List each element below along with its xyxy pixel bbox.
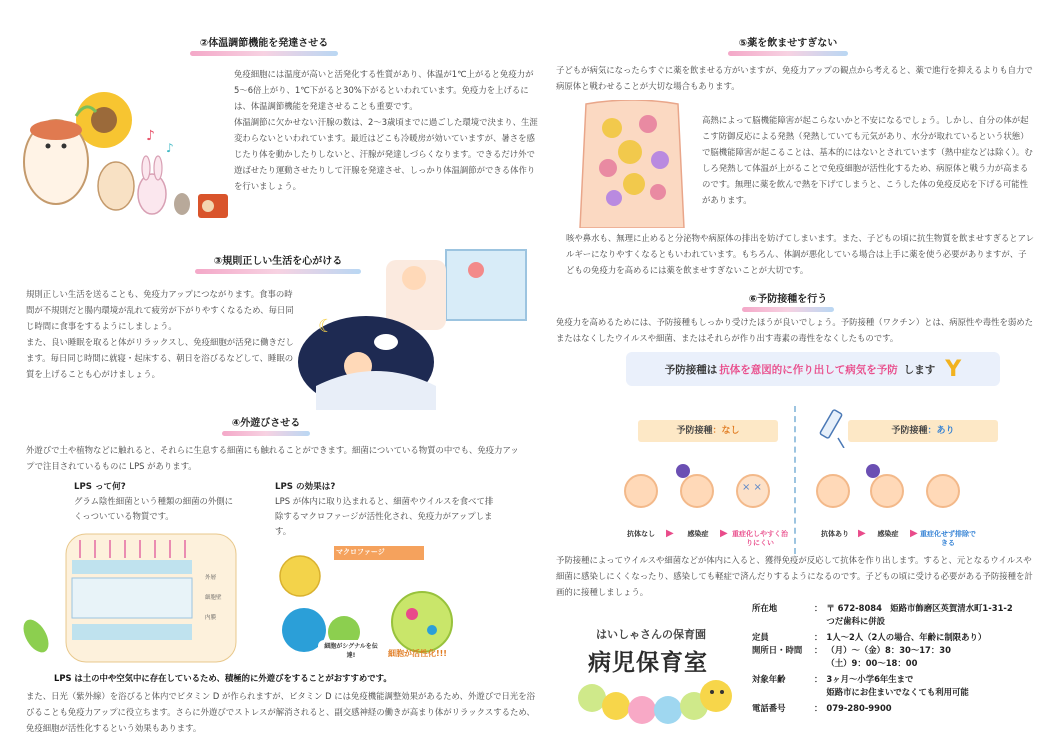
section-3-title: ③規則正しい生活を心がける bbox=[213, 256, 343, 267]
tag-vaccine-none bbox=[638, 420, 778, 442]
clinic-subtitle: はいしゃさんの保育園 bbox=[596, 628, 706, 641]
label-infection-2-text: 感染症 bbox=[877, 530, 899, 538]
section-4-heading bbox=[222, 414, 310, 436]
section-2-heading bbox=[190, 34, 338, 56]
section-5-title: ⑤薬を飲ませすぎない bbox=[738, 38, 838, 49]
child-face-healthy-icon bbox=[624, 474, 658, 508]
section-4-title: ④外遊びさせる bbox=[231, 418, 301, 429]
arrow-icon: ▶ bbox=[666, 528, 674, 539]
section-5-paragraph-2: 咳や鼻水も、無理に止めると分泌物や病原体の排出を妨げてしまいます。また、子どもの頃に抗生物質を飲ませすぎるとアレルギーになりやすくなるともいわれています。もちろん、体調が悪化している場合は上手に薬を使う必要がありますが、子どもの免疫力を高めるには薬を飲ませすぎないことが大切です。 bbox=[566, 233, 1034, 275]
activation-label: 細胞が活性化!!! bbox=[388, 649, 447, 658]
section-4-bold-line: LPS は土の中や空気中に存在しているため、積極的に外遊びをすることがおすすめです。 bbox=[54, 673, 392, 683]
sleeping-waking-child-illustration bbox=[296, 246, 528, 414]
label-infection-text: 感染症 bbox=[687, 530, 709, 538]
vaccine-banner bbox=[626, 352, 1000, 386]
label-severe bbox=[732, 530, 788, 548]
svg-text:♪: ♪ bbox=[146, 128, 155, 144]
label-has-antibody bbox=[810, 530, 860, 539]
virus-icon bbox=[676, 464, 690, 478]
section-6-outro: 予防接種によってウイルスや細菌などが体内に入ると、獲得免疫が反応して抗体を作り出します。すると、元となるウイルスや細菌に感染しにくくなったり、感染しても軽症で済んだりするようになるのです。子どもの頃に受ける必要がある予防接種を計画的に接種しましょう。 bbox=[556, 555, 1033, 597]
diagram-label-inner: 内膜 bbox=[205, 615, 217, 621]
info-value: 姫路市にお住まいでなくても利用可能 bbox=[826, 687, 969, 697]
section-3-paragraph-1: 規則正しい生活を送ることも、免疫力アップにつながります。食事の時間が不規則だと腸内環境が乱れて疲労が下がりやすくなるため、毎日同じ時間に食事をするようにしましょう。 bbox=[26, 289, 294, 331]
section-5-paragraph-1: 高熱によって脳機能障害が起こらないかと不安になるでしょう。しかし、自分の体が起こす防御反応による発熱（発熱していても元気があり、水分が取れているという状態）で脳機能障害が起こることは、基本的にはないとされています（熱中症などは除く）。むしろ発熱して体温が上がることで免疫細胞が活性化するため、病原体と戦う力が高まるのです。無理に薬を飲んで熱を下げてしまうと、こうした体の免疫反応を下げる可能性があります。 bbox=[702, 115, 1033, 205]
tag-none-status: ：なし bbox=[712, 426, 740, 436]
column-divider bbox=[794, 406, 796, 554]
sick-marks-icon: × × bbox=[742, 482, 762, 493]
label-severe-text: 重症化しやすく治りにくい bbox=[732, 530, 788, 547]
info-key: 開所日・時間 bbox=[752, 645, 803, 655]
info-key: 所在地 bbox=[752, 603, 778, 613]
label-no-antibody-text: 抗体なし bbox=[627, 530, 655, 538]
arrow-icon: ▶ bbox=[858, 528, 866, 539]
info-key bbox=[752, 657, 814, 670]
label-mild bbox=[920, 530, 976, 548]
body-germs-illustration bbox=[572, 100, 692, 228]
info-key: 電話番号 bbox=[752, 703, 786, 713]
lps-effect-text: LPS が体内に取り込まれると、細菌やウイルスを食べて排除するマクロファージが活性化され、免疫力がアップします。 bbox=[275, 496, 494, 536]
info-key: 定員 bbox=[752, 632, 769, 642]
section-6-heading bbox=[742, 290, 834, 312]
signal-label: 細胞がシグナルを伝達! bbox=[318, 640, 384, 660]
macrophage-label: マクロファージ bbox=[336, 548, 385, 556]
diagram-labels bbox=[205, 568, 222, 628]
info-value: （月）～（金）8：30～17：30 bbox=[826, 645, 951, 655]
child-face-infected-icon bbox=[680, 474, 714, 508]
info-value: （土）9：00～18：00 bbox=[826, 658, 918, 668]
section-2-paragraph-1: 免疫細胞には温度が高いと活発化する性質があり、体温が1℃上がると免疫力が5～6倍上がり、1℃下がると30%下がるといわれています。免疫力を上げるには、体温調節機能を発達させることも重要です。 bbox=[234, 69, 534, 111]
virus-icon bbox=[866, 464, 880, 478]
banner-term: 予防接種 bbox=[664, 363, 707, 376]
section-5-intro: 子どもが病気になったらすぐに薬を飲ませる方がいますが、免疫力アップの観点から考えると、薬で進行を抑えるよりも自力で病原体と戦わせることが大切な場合もあります。 bbox=[556, 65, 1033, 91]
lps-effect-heading: LPS の効果は? bbox=[275, 482, 336, 492]
info-value: 3ヶ月～小学6年生まで bbox=[826, 674, 914, 684]
syringe-icon bbox=[816, 404, 846, 448]
banner-end: します bbox=[903, 363, 936, 376]
label-has-antibody-text: 抗体あり bbox=[821, 530, 849, 538]
svg-text:☾: ☾ bbox=[318, 316, 335, 337]
section-5-heading bbox=[728, 34, 848, 56]
child-face-infected-icon bbox=[870, 474, 904, 508]
tag-yes-term: 予防接種 bbox=[891, 426, 928, 436]
banner-highlight: 抗体を意図的に作り出して病気を予防 bbox=[719, 363, 898, 376]
info-value: 〒 672-8084 姫路市飾磨区英賀清水町1-31-2 bbox=[826, 603, 1013, 613]
info-value: 1人～2人（2人の場合、年齢に制限あり） bbox=[826, 632, 987, 642]
arrow-icon: ▶ bbox=[910, 528, 918, 539]
info-key bbox=[752, 615, 814, 628]
section-4-intro: 外遊びで土や植物などに触れると、それらに生息する細菌にも触れることができます。細菌についている物質の中でも、免疫力アップで注目されているものに LPS があります。 bbox=[26, 445, 519, 471]
diagram-label-wall: 細胞壁 bbox=[205, 595, 222, 601]
clinic-name: 病児保育室 bbox=[588, 650, 708, 676]
section-3-body bbox=[26, 286, 294, 382]
section-2-body bbox=[234, 66, 538, 194]
diagram-label-outer: 外層 bbox=[205, 575, 217, 581]
lps-question-heading: LPS って何? bbox=[74, 482, 126, 492]
tag-yes-status: ：あり bbox=[927, 426, 955, 436]
child-face-healthy-icon bbox=[816, 474, 850, 508]
info-key: 対象年齢 bbox=[752, 674, 786, 684]
label-no-antibody bbox=[616, 530, 666, 539]
banner-particle: は bbox=[706, 363, 718, 376]
section-2-title: ②体温調節機能を発達させる bbox=[199, 38, 329, 49]
section-6-intro: 免疫力を高めるためには、予防接種もしっかり受けたほうが良いでしょう。予防接種（ワクチン）とは、病原性や毒性を弱めたまたはなくしたウイルスや細菌、またはそれらが作り出す毒素の毒性をなくしたものです。 bbox=[556, 317, 1033, 343]
label-infection-2 bbox=[868, 530, 908, 539]
info-value: つだ歯科に併設 bbox=[826, 616, 885, 626]
svg-text:♪: ♪ bbox=[166, 141, 174, 155]
tag-none-term: 予防接種 bbox=[676, 426, 713, 436]
lps-answer-text: グラム陰性細菌という種類の細菌の外側にくっついている物質です。 bbox=[74, 496, 234, 521]
child-face-recovered-icon bbox=[926, 474, 960, 508]
antibody-y-icon: Y bbox=[945, 356, 962, 382]
label-mild-text: 重症化せず排除できる bbox=[920, 530, 976, 547]
section-2-paragraph-2: 体温調節に欠かせない汗腺の数は、2～3歳頃までに過ごした環境で決まり、生涯変わらないといわれています。最近はどこも冷暖房が効いていますが、暑さを感じたり体を動かしたりしないと、汗腺が発達しづらくなります。できるだけ外で遊ばせたり運動させたりして汗腺を発達させ、しっかり体温調節ができる体作りを行いましょう。 bbox=[234, 117, 538, 191]
info-key bbox=[752, 686, 814, 699]
section-3-paragraph-2: また、良い睡眠を取ると体がリラックスし、免疫細胞が活発に働きだします。毎日同じ時間に就寝・起床する、朝日を浴びるなどして、睡眠の質を上げることも心がけましょう。 bbox=[26, 337, 294, 379]
arrow-icon: ▶ bbox=[720, 528, 728, 539]
clinic-info-table: 所在地 ： 〒 672-8084 姫路市飾磨区英賀清水町1-31-2 つだ歯科に併設 定員 ： 1人～2人（2人の場合、年齢に制限あり） 開所日・時間 ： （月）～（金）8：30～17：30 （土）9：00～18：00 対象年齢 ： 3ヶ月～小学6年生まで 姫路市にお住まいでなくても利用可能 電話番号 ： 079-280-9900 bbox=[752, 603, 1013, 713]
label-infection bbox=[678, 530, 718, 539]
info-value: 079-280-9900 bbox=[826, 703, 892, 713]
section-6-title: ⑥予防接種を行う bbox=[748, 294, 828, 305]
section-4-outro: また、日光（紫外線）を浴びると体内でビタミン D が作られますが、ビタミン D には免疫機能調整効果があるため、外遊びで日光を浴びることも免疫力アップに役立ちます。さらに外遊びでストレスが解消されると、副交感神経の働きが高まり体がリラックスするため、免疫細胞が活性化するという効果もあります。 bbox=[26, 691, 535, 733]
tag-vaccine-yes bbox=[848, 420, 998, 442]
animals-sunflower-illustration bbox=[16, 86, 232, 224]
